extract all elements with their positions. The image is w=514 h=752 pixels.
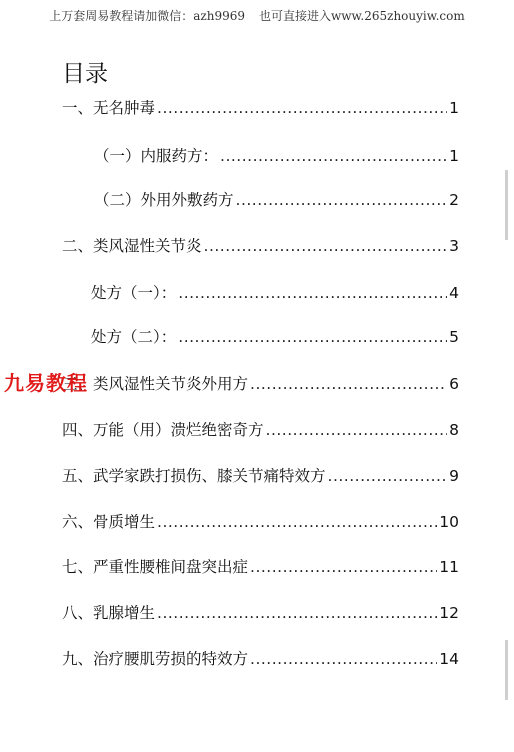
toc-entry-label: 七、严重性腰椎间盘突出症 bbox=[62, 558, 249, 576]
toc-leader-dots bbox=[250, 374, 447, 394]
scan-edge-mark bbox=[505, 640, 508, 700]
toc-leader-dots bbox=[157, 98, 447, 118]
toc-page-number: 10 bbox=[439, 513, 459, 531]
toc-entry[interactable] bbox=[62, 508, 459, 532]
toc-leader-dots bbox=[178, 283, 447, 303]
toc-entry-label: （一）内服药方： bbox=[94, 147, 219, 165]
toc-page-number: 11 bbox=[439, 558, 459, 576]
header-website-text: 也可直接进入www.265zhouyiw.com bbox=[259, 9, 465, 23]
toc-entry-label: 处方（一）： bbox=[91, 284, 177, 302]
toc-entry[interactable] bbox=[94, 142, 459, 166]
toc-entry[interactable] bbox=[62, 553, 459, 577]
toc-entry-label: 一、无名肿毒 bbox=[62, 99, 156, 117]
toc-entry[interactable] bbox=[62, 599, 459, 623]
header-wechat-text: 上万套周易教程请加微信：azh9969 bbox=[49, 9, 246, 23]
toc-page-number: 14 bbox=[439, 650, 459, 668]
toc-leader-dots bbox=[250, 649, 437, 669]
toc-page-number: 9 bbox=[449, 467, 459, 485]
toc-leader-dots bbox=[157, 512, 437, 532]
toc-page-number: 5 bbox=[449, 328, 459, 346]
toc-title: 目录 bbox=[62, 61, 108, 87]
toc-entry[interactable] bbox=[91, 323, 459, 347]
toc-page-number: 8 bbox=[449, 421, 459, 439]
toc-entry-label: 四、万能（用）溃烂绝密奇方 bbox=[62, 421, 264, 439]
toc-page-number: 1 bbox=[449, 99, 459, 117]
toc-leader-dots bbox=[204, 236, 448, 256]
toc-entry[interactable] bbox=[62, 370, 459, 394]
toc-leader-dots bbox=[250, 557, 437, 577]
toc-page-number: 3 bbox=[449, 237, 459, 255]
toc-entry-label: （二）外用外敷药方 bbox=[94, 191, 234, 209]
toc-entry-label: 六、骨质增生 bbox=[62, 513, 156, 531]
toc-entry[interactable] bbox=[94, 186, 459, 210]
toc-page-number: 6 bbox=[449, 375, 459, 393]
toc-page-number: 12 bbox=[439, 604, 459, 622]
toc-entry-label: 八、乳腺增生 bbox=[62, 604, 156, 622]
toc-leader-dots bbox=[220, 146, 447, 166]
toc-leader-dots bbox=[266, 420, 448, 440]
toc-entry[interactable] bbox=[91, 279, 459, 303]
toc-leader-dots bbox=[328, 466, 448, 486]
toc-entry-label: 五、武学家跌打损伤、膝关节痛特效方 bbox=[62, 467, 326, 485]
toc-entry-label: 处方（二）： bbox=[91, 328, 177, 346]
toc-entry-label: 三、类风湿性关节炎外用方 bbox=[62, 375, 249, 393]
toc-leader-dots bbox=[178, 327, 447, 347]
toc-page-number: 4 bbox=[449, 284, 459, 302]
watermark-stamp: 九易教程 bbox=[4, 371, 88, 395]
toc-page-number: 1 bbox=[449, 147, 459, 165]
toc-entry[interactable] bbox=[62, 94, 459, 118]
toc-page-number: 2 bbox=[449, 191, 459, 209]
toc-entry[interactable] bbox=[62, 462, 459, 486]
toc-entry[interactable] bbox=[62, 232, 459, 256]
scan-edge-mark bbox=[505, 170, 508, 240]
toc-leader-dots bbox=[236, 190, 448, 210]
toc-entry-label: 二、类风湿性关节炎 bbox=[62, 237, 202, 255]
page-header bbox=[0, 7, 514, 24]
toc-leader-dots bbox=[157, 603, 437, 623]
toc-entry[interactable] bbox=[62, 645, 459, 669]
toc-entry[interactable] bbox=[62, 416, 459, 440]
toc-entry-label: 九、治疗腰肌劳损的特效方 bbox=[62, 650, 249, 668]
